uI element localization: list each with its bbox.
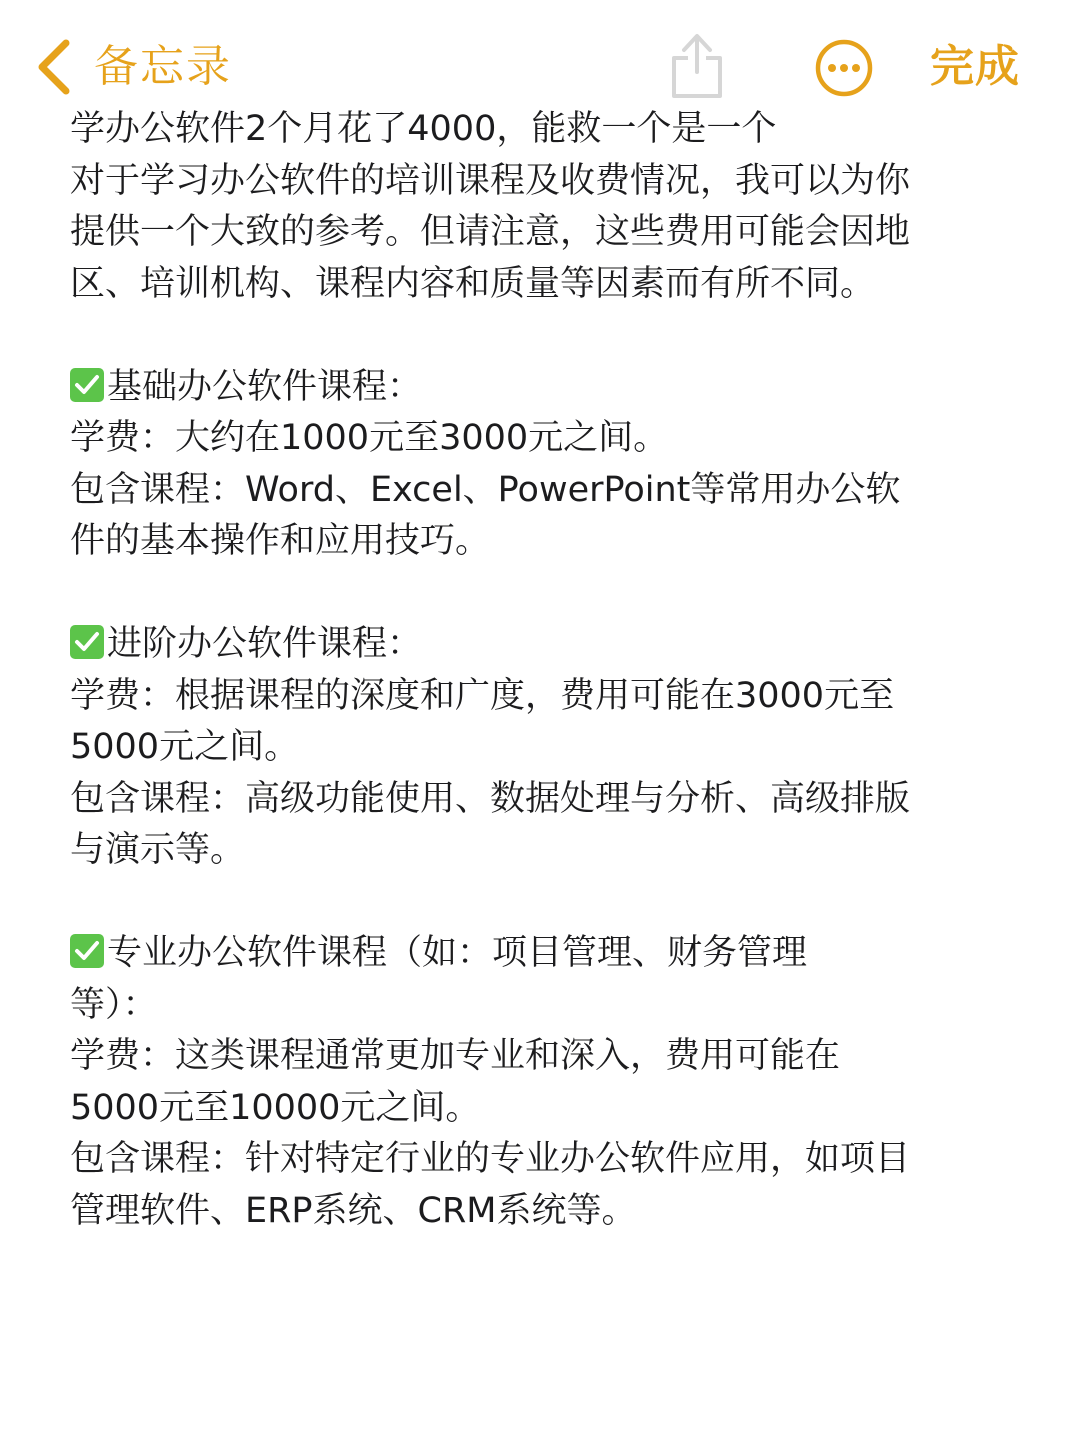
check-mark-icon <box>70 368 104 402</box>
section-heading-text: 进阶办公软件课程： <box>107 624 423 664</box>
content-line: 包含课程：针对特定行业的专业办公软件应用，如项目 <box>70 1139 911 1179</box>
check-mark-icon <box>70 934 104 968</box>
content-line: 与演示等。 <box>70 830 246 870</box>
fee-line: 5000元至10000元之间。 <box>70 1087 481 1128</box>
content-line: 包含课程：Word、Excel、PowerPoint等常用办公软 <box>70 469 901 510</box>
blank-line <box>70 877 1000 929</box>
back-button[interactable] <box>36 36 232 98</box>
fee-line: 5000元之间。 <box>70 727 300 767</box>
section-heading <box>70 619 1000 671</box>
navigation-bar <box>0 0 1080 120</box>
done-button[interactable]: 完成 <box>930 41 1020 92</box>
content-line: 包含课程：高级功能使用、数据处理与分析、高级排版 <box>70 778 911 819</box>
blank-line <box>70 310 1000 362</box>
section-heading-text: 专业办公软件课程（如：项目管理、财务管理 <box>107 933 808 973</box>
content-line: 件的基本操作和应用技巧。 <box>70 521 491 561</box>
share-icon[interactable] <box>668 30 726 100</box>
fee-line: 学费：根据课程的深度和广度，费用可能在3000元至 <box>70 675 895 716</box>
section-heading-text: 基础办公软件课程： <box>107 366 423 407</box>
fee-line: 学费：这类课程通常更加专业和深入，费用可能在 <box>70 1036 841 1076</box>
blank-line <box>70 568 1000 620</box>
chevron-left-icon <box>36 39 72 95</box>
section-heading-text: 等）： <box>70 984 158 1025</box>
note-line: 区、培训机构、课程内容和质量等因素而有所不同。 <box>70 263 876 304</box>
section-heading <box>70 928 1000 980</box>
note-title: 学办公软件2个月花了4000，能救一个是一个 <box>70 109 777 149</box>
note-line: 对于学习办公软件的培训课程及收费情况，我可以为你 <box>70 160 911 201</box>
check-mark-icon <box>70 625 104 659</box>
more-icon[interactable] <box>814 38 874 98</box>
note-line: 提供一个大致的参考。但请注意，这些费用可能会因地 <box>70 212 911 252</box>
content-line: 管理软件、ERP系统、CRM系统等。 <box>70 1190 637 1231</box>
note-content[interactable] <box>70 104 1000 1237</box>
back-label: 备忘录 <box>94 41 232 92</box>
fee-line: 学费：大约在1000元至3000元之间。 <box>70 418 669 458</box>
section-heading <box>70 362 1000 414</box>
